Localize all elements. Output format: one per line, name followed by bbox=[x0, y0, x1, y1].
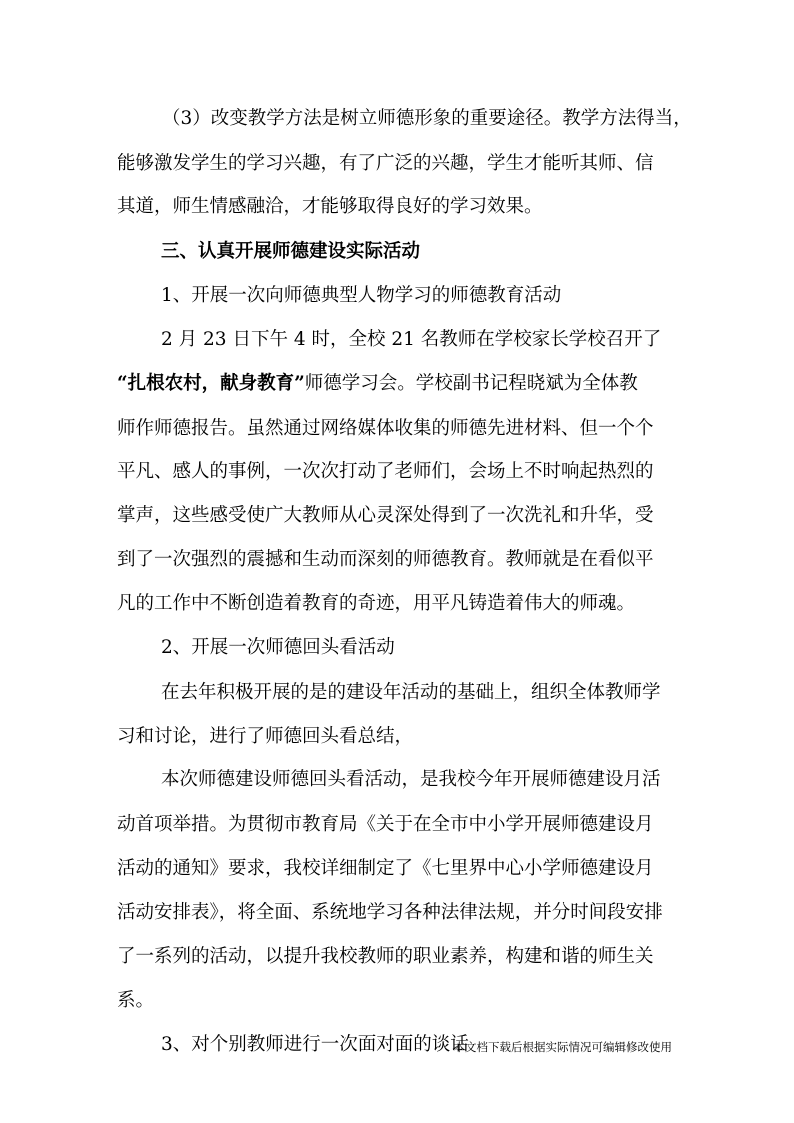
paragraph-line: 师作师德报告。虽然通过网络媒体收集的师德先进材料、但一个个 bbox=[117, 418, 654, 439]
paragraph-line: 活动安排表》，将全面、系统地学习各种法律法规，并分时间段安排 bbox=[117, 902, 663, 923]
paragraph-line: 掌声，这些感受使广大教师从心灵深处得到了一次洗礼和升华，受 bbox=[117, 505, 654, 526]
subsection-heading: 1、开展一次向师德典型人物学习的师德教育活动 bbox=[161, 285, 562, 306]
paragraph-line: 凡的工作中不断创造着教育的奇迹，用平凡铸造着伟大的师魂。 bbox=[117, 593, 636, 614]
paragraph-line: 了一系列的活动，以提升我校教师的职业素养，构建和谐的师生关 bbox=[117, 946, 654, 967]
paragraph-line: 2 月 23 日下午 4 时，全校 21 名教师在学校家长学校召开了 bbox=[161, 329, 662, 350]
paragraph-line: 习和讨论，进行了师德回头看总结， bbox=[117, 726, 414, 747]
paragraph-line: 系。 bbox=[117, 990, 155, 1011]
subsection-heading: 3、对个别教师进行一次面对面的谈话 bbox=[161, 1034, 469, 1055]
footer-note: 本文档下载后根据实际情况可编辑修改使用 bbox=[453, 1040, 672, 1054]
subsection-heading: 2、开展一次师德回头看活动 bbox=[161, 637, 395, 658]
paragraph-line: 平凡、感人的事例，一次次打动了老师们，会场上不时响起热烈的 bbox=[117, 461, 654, 482]
paragraph-line: 活动的通知》要求，我校详细制定了《七里界中心小学师德建设月 bbox=[117, 858, 654, 879]
paragraph-line: （3）改变教学方法是树立师德形象的重要途径。教学方法得当， bbox=[162, 108, 692, 129]
paragraph-line: 本次师德建设师德回头看活动，是我校今年开展师德建设月活 bbox=[161, 769, 661, 790]
paragraph-line: 能够激发学生的学习兴趣，有了广泛的兴趣，学生才能听其师、信 bbox=[117, 153, 654, 174]
paragraph-line: 动首项举措。为贯彻市教育局《关于在全市中小学开展师德建设月 bbox=[117, 814, 654, 835]
paragraph-line: 其道，师生情感融洽，才能够取得良好的学习效果。 bbox=[117, 196, 543, 217]
event-title: “扎根农村，献身教育” bbox=[117, 373, 305, 394]
paragraph-line: 在去年积极开展的是的建设年活动的基础上，组织全体教师学 bbox=[161, 682, 661, 703]
paragraph-text: 师德学习会。学校副书记程晓斌为全体教 bbox=[304, 373, 638, 394]
paragraph-line bbox=[0, 372, 794, 396]
section-heading: 三、认真开展师德建设实际活动 bbox=[161, 241, 421, 262]
paragraph-line: 到了一次强烈的震撼和生动而深刻的师德教育。教师就是在看似平 bbox=[117, 549, 654, 570]
